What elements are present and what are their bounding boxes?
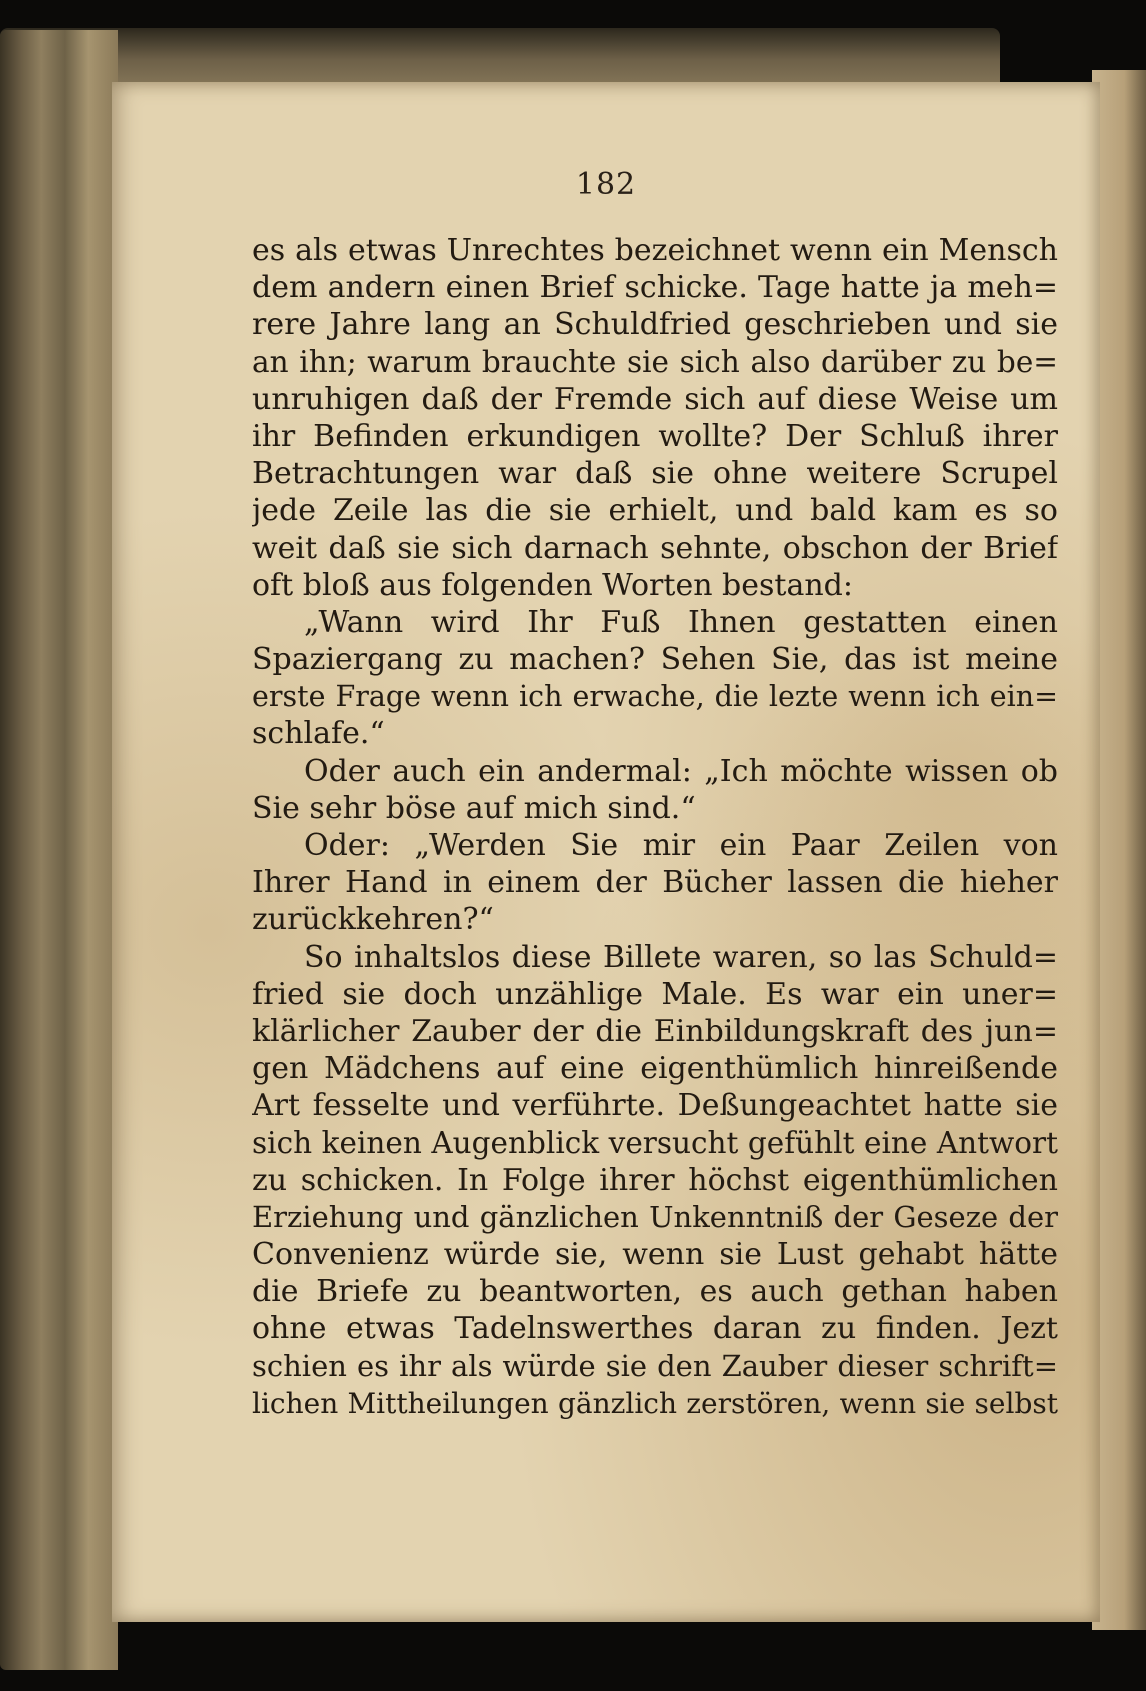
- body-text: [252, 232, 1058, 1422]
- text-line: schien es ihr als würde sie den Zauber dieser schrift=: [252, 1348, 1058, 1383]
- text-line: ihr Befinden erkundigen wollte? Der Schluß ihrer: [252, 418, 1058, 454]
- facing-page-edge: [1092, 70, 1146, 1630]
- text-line: So inhaltslos diese Billete waren, so las Schuld=: [304, 939, 1058, 975]
- text-line: dem andern einen Brief schicke. Tage hatte ja meh=: [252, 270, 1058, 306]
- text-line: Sie sehr böse auf mich sind.“: [252, 790, 696, 826]
- text-line: Art fesselte und verführte. Deßungeachtet hatte sie: [252, 1088, 1058, 1124]
- book-page-edges: [0, 30, 118, 1670]
- text-line: unruhigen daß der Fremde sich auf diese Weise um: [252, 381, 1058, 417]
- text-line: rere Jahre lang an Schuldfried geschrieben und sie: [252, 307, 1058, 343]
- text-line: „Wann wird Ihr Fuß Ihnen gestatten einen: [304, 604, 1058, 640]
- text-line: sich keinen Augenblick versucht gefühlt eine Antwort: [252, 1125, 1058, 1160]
- text-line: lichen Mittheilungen gänzlich zerstören, wenn sie selbst: [252, 1386, 1058, 1420]
- text-line: Betrachtungen war daß sie ohne weitere Scrupel: [252, 456, 1058, 492]
- text-line: Oder auch ein andermal: „Ich möchte wissen ob: [304, 753, 1058, 789]
- text-line: jede Zeile las die sie erhielt, und bald kam es so: [252, 493, 1058, 529]
- text-line: weit daß sie sich darnach sehnte, obschon der Brief: [252, 530, 1058, 566]
- text-line: zu schicken. In Folge ihrer höchst eigenthümlichen: [252, 1162, 1058, 1198]
- text-line: ohne etwas Tadelnswerthes daran zu finden. Jezt: [252, 1311, 1058, 1347]
- text-line: an ihn; warum brauchte sie sich also darüber zu be=: [252, 344, 1058, 379]
- text-line: klärlicher Zauber der die Einbildungskraft des jun=: [252, 1013, 1058, 1049]
- text-line: es als etwas Unrechtes bezeichnet wenn ein Mensch: [252, 233, 1058, 268]
- text-line: fried sie doch unzählige Male. Es war ein uner=: [252, 976, 1058, 1012]
- text-line: Oder: „Werden Sie mir ein Paar Zeilen von: [304, 828, 1058, 863]
- text-line: die Briefe zu beantworten, es auch gethan haben: [252, 1274, 1058, 1310]
- text-line: erste Frage wenn ich erwache, die lezte wenn ich ein=: [252, 680, 1058, 714]
- text-line: schlafe.“: [252, 716, 385, 752]
- page-number: 182: [575, 167, 637, 202]
- text-line: Erziehung und gänzlichen Unkenntniß der Geseze der: [252, 1199, 1058, 1234]
- book-page: [112, 82, 1100, 1622]
- text-line: Convenienz würde sie, wenn sie Lust gehabt hätte: [252, 1237, 1058, 1273]
- text-line: zurückkehren?“: [252, 902, 494, 938]
- text-line: Spaziergang zu machen? Sehen Sie, das ist meine: [252, 642, 1058, 678]
- text-line: gen Mädchens auf eine eigenthümlich hinreißende: [252, 1051, 1058, 1087]
- text-line: oft bloß aus folgenden Worten bestand:: [252, 567, 853, 603]
- text-line: Ihrer Hand in einem der Bücher lassen die hieher: [252, 865, 1058, 901]
